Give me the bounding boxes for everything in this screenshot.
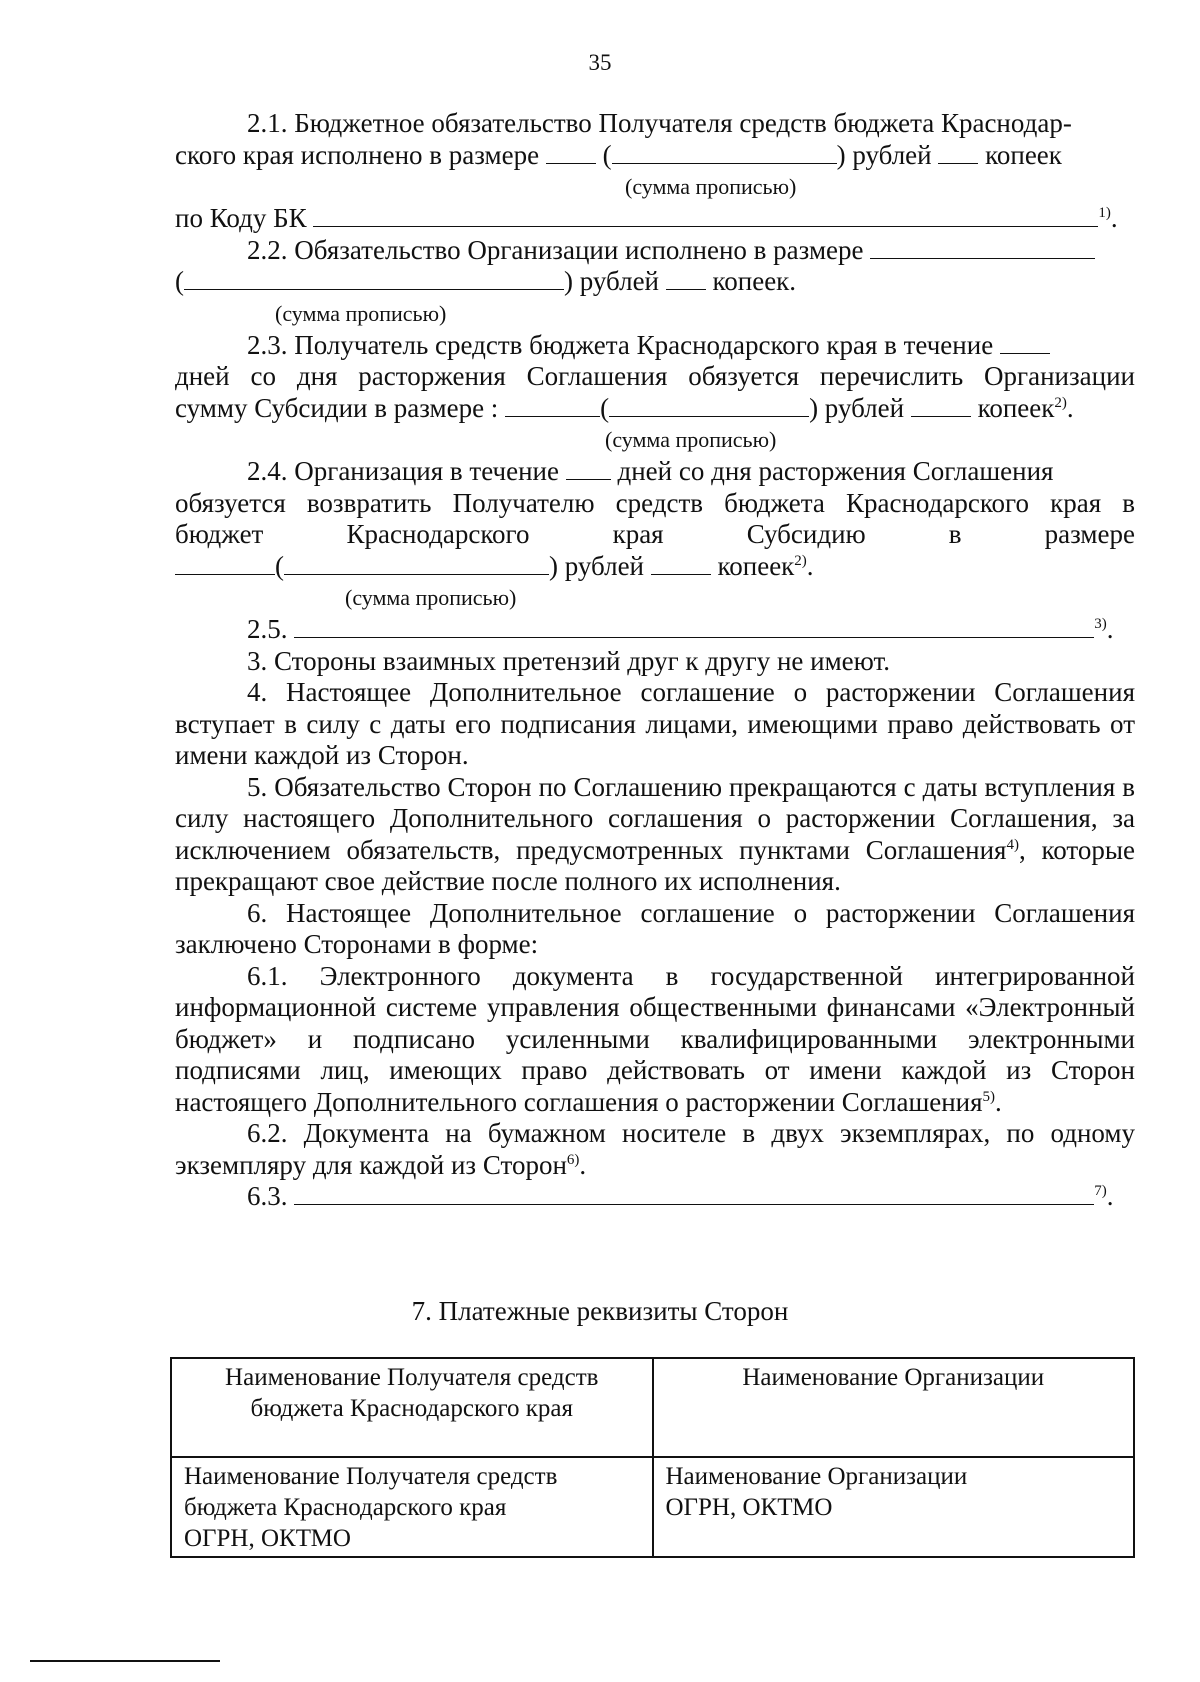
- payment-details-table: [170, 1357, 1135, 1558]
- amount-words-blank[interactable]: [184, 267, 564, 290]
- clause-2-4-line-1: 2.4. Организация в течение дней со дня расторжения Соглашения: [247, 456, 1054, 486]
- sum-words-caption: (сумма прописью): [345, 585, 517, 610]
- days-blank[interactable]: [566, 457, 611, 480]
- footnote-ref: 4): [1006, 836, 1019, 853]
- clause-2-3-line-1: 2.3. Получатель средств бюджета Краснодарского края в течение: [175, 330, 1135, 362]
- amount-words-blank[interactable]: [612, 141, 837, 164]
- table-header-row: [171, 1358, 1134, 1457]
- organization-details-cell: [653, 1457, 1135, 1557]
- kopeks-blank[interactable]: [651, 552, 711, 575]
- clause-6-1: 6.1. Электронного документа в государственной интегрированной информационной системе управления общественными финансами «Электронный бюджет» и подписано усиленными квалифицированными электронными подписями лиц, имеющих право действовать от имени каждой из Сторон настоящего Дополнительного соглашения о расторжении Соглашения$^{5)}$.: [175, 960, 1135, 1117]
- recipient-codes: ОГРН, ОКТМО: [184, 1525, 351, 1552]
- recipient-details-cell: [171, 1457, 653, 1557]
- clause-2-2-line-1: 2.2. Обязательство Организации исполнено в размере: [175, 235, 1135, 267]
- clause-2-3-line-2: дней со дня расторжения Соглашения обязуется перечислить Организации: [175, 361, 1135, 391]
- footnote-ref: 5): [982, 1088, 996, 1105]
- clause-3: 3. Стороны взаимных претензий друг к другу не имеют.: [247, 645, 891, 676]
- sum-words-caption: (сумма прописью): [625, 174, 797, 199]
- document-body: [175, 108, 1135, 1213]
- sum-words-caption: (сумма прописью): [605, 427, 777, 452]
- clause-5: 5. Обязательство Сторон по Соглашению прекращаются с даты вступления в силу настоящего Дополнительного соглашения о расторжении Соглашения, за исключением обязательств, предусмотренных пунктами Соглашения$^{4)}$, которые прекращают свое действие после полного их исполнения.: [175, 771, 1136, 896]
- footnote-ref: 7): [1094, 1183, 1107, 1199]
- amount-words-blank[interactable]: [284, 552, 549, 575]
- amount-words-blank[interactable]: [609, 394, 809, 417]
- header-recipient: Наименование Получателя средств бюджета Краснодарского края: [171, 1358, 653, 1457]
- clause-2-1-line-2: ского края исполнено в размере ( ) рублей копеек: [175, 139, 1062, 170]
- clause-2-1-kbk: по Коду БК $^{1)}$.: [175, 203, 1118, 233]
- clause-2-4-line-2: обязуется возвратить Получателю средств бюджета Краснодарского края в: [175, 487, 1135, 518]
- page-number: 35: [588, 50, 612, 75]
- recipient-name: Наименование Получателя средств бюджета Краснодарского края: [184, 1463, 558, 1521]
- amount-blank[interactable]: [546, 141, 596, 164]
- clause-6-2: 6.2. Документа на бумажном носителе в двух экземплярах, по одному экземпляру для каждой из Сторон$^{6)}$.: [175, 1118, 1135, 1180]
- table-row: [171, 1457, 1134, 1557]
- clause-6-3: 6.3. $^{7)}$.: [247, 1181, 1114, 1211]
- section-7-title: 7. Платежные реквизиты Сторон: [411, 1296, 789, 1326]
- organization-name: Наименование Организации: [665, 1463, 968, 1490]
- clause-2-4-line-3: бюджет Краснодарского края Субсидию в размере: [175, 519, 1135, 549]
- clause-2-2-line-2: ( ) рублей копеек.: [175, 266, 797, 296]
- header-organization: Наименование Организации: [653, 1358, 1135, 1457]
- clause-2-5: 2.5. $^{3)}$.: [247, 614, 1114, 644]
- kopeks-blank[interactable]: [911, 394, 971, 417]
- footnote-ref: 6): [566, 1151, 580, 1168]
- footnote-ref: 2): [1054, 394, 1067, 411]
- kopeks-blank[interactable]: [666, 267, 706, 290]
- days-blank[interactable]: [1000, 331, 1050, 354]
- kbk-blank[interactable]: [313, 204, 1098, 227]
- footnote-ref: 2): [794, 552, 807, 569]
- clause-6-3-blank[interactable]: [294, 1182, 1094, 1205]
- clause-2-1-line-1: 2.1. Бюджетное обязательство Получателя средств бюджета Краснодар-: [247, 108, 1072, 138]
- footnote-ref: 3): [1094, 616, 1107, 632]
- footnote-ref: 1): [1098, 205, 1111, 221]
- clause-4: 4. Настоящее Дополнительное соглашение о расторжении Соглашения вступает в силу с даты его подписания лицами, имеющими право действовать от имени каждой из Сторон.: [175, 677, 1135, 770]
- organization-codes: ОГРН, ОКТМО: [665, 1494, 833, 1521]
- sum-words-caption: (сумма прописью): [275, 300, 447, 326]
- clause-2-4-line-4: ( ) рублей копеек$^{2)}$.: [175, 551, 1135, 583]
- footnote-separator: [30, 1660, 220, 1662]
- clause-6: 6. Настоящее Дополнительное соглашение о расторжении Соглашения заключено Сторонами в форме:: [175, 897, 1135, 959]
- amount-blank[interactable]: [505, 394, 600, 417]
- clause-2-5-blank[interactable]: [294, 615, 1094, 638]
- kopeks-blank[interactable]: [938, 141, 978, 164]
- amount-blank[interactable]: [175, 552, 275, 575]
- amount-blank[interactable]: [870, 236, 1095, 259]
- clause-2-3-line-3: сумму Субсидии в размере : ( ) рублей копеек$^{2)}$.: [175, 392, 1074, 423]
